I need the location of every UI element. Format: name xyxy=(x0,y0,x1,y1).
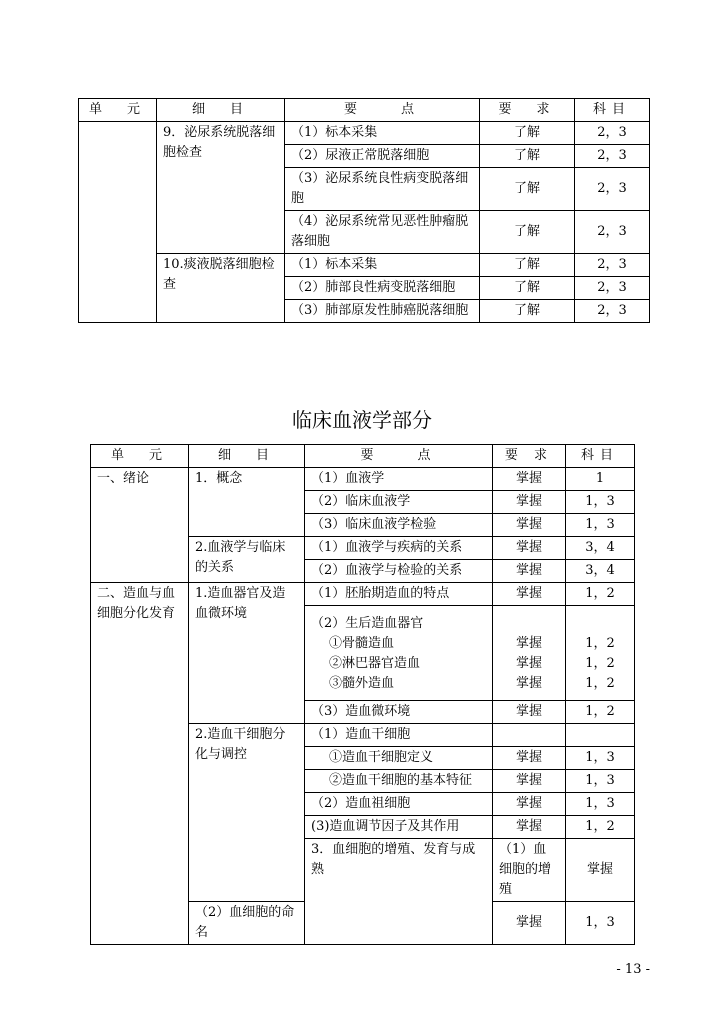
requirement-cell: 掌握 xyxy=(493,537,566,560)
requirement-cell: 掌握 xyxy=(493,747,566,770)
subject-cell: 1，2 xyxy=(566,583,635,606)
item-cell: 2.造血干细胞分化与调控 xyxy=(189,724,305,902)
table-header-row xyxy=(79,99,650,122)
table-row xyxy=(91,468,635,491)
header-subject: 科目 xyxy=(575,99,650,122)
subject-cell: 2，3 xyxy=(575,211,650,254)
requirement-cell: 掌握 xyxy=(493,701,566,724)
organ-sub-point: ②淋巴器官造血 xyxy=(329,656,421,671)
subject-cell: 2，3 xyxy=(575,254,650,277)
unit-cell: 一、绪论 xyxy=(91,468,189,583)
urinary-sputum-table xyxy=(78,98,650,323)
subject-cell: 3，4 xyxy=(566,537,635,560)
point-cell: （1）血细胞的增殖 xyxy=(493,839,566,902)
organ-heading: （2）生后造血器官 xyxy=(311,616,424,631)
header-requirement: 要 求 xyxy=(480,99,575,122)
table-row xyxy=(79,122,650,145)
requirement-cell: 了解 xyxy=(480,254,575,277)
point-cell: （1）血液学 xyxy=(305,468,493,491)
requirement-cell: 了解 xyxy=(480,300,575,323)
requirement-cell: 掌握 xyxy=(493,560,566,583)
subject-cell: 2，3 xyxy=(575,277,650,300)
header-subject: 科目 xyxy=(566,445,635,468)
header-item: 细 目 xyxy=(157,99,285,122)
point-cell: （4）泌尿系统常见恶性肿瘤脱落细胞 xyxy=(285,211,480,254)
header-requirement: 要 求 xyxy=(493,445,566,468)
point-cell: （3）造血微环境 xyxy=(305,701,493,724)
header-unit: 单 元 xyxy=(91,445,189,468)
subject-cell: 1，3 xyxy=(566,793,635,816)
point-cell: ②造血干细胞的基本特征 xyxy=(305,770,493,793)
subject-cell: 1，3 xyxy=(566,491,635,514)
point-cell: （1）标本采集 xyxy=(285,254,480,277)
item-cell: 9．泌尿系统脱落细胞检查 xyxy=(157,122,285,254)
requirement-cell: 掌握 xyxy=(493,468,566,491)
header-unit: 单 元 xyxy=(79,99,157,122)
point-cell: （1）造血干细胞 xyxy=(305,724,493,747)
requirement-cell: 了解 xyxy=(480,277,575,300)
header-point: 要 点 xyxy=(285,99,480,122)
subject-cell: 1，3 xyxy=(566,747,635,770)
hematology-table xyxy=(90,444,635,945)
requirement-cell: 了解 xyxy=(480,145,575,168)
subject-cell: 1，3 xyxy=(566,514,635,537)
requirement-cell: 掌握 掌握 掌握 xyxy=(493,606,566,701)
subject-cell: 2，3 xyxy=(575,168,650,211)
requirement-cell: 掌握 xyxy=(566,839,635,902)
requirement-cell: 了解 xyxy=(480,122,575,145)
subject-cell: 1，3 xyxy=(566,902,635,945)
subject-cell: 3，4 xyxy=(566,560,635,583)
header-item: 细 目 xyxy=(189,445,305,468)
item-cell: 2.血液学与临床的关系 xyxy=(189,537,305,583)
point-cell: （2）造血祖细胞 xyxy=(305,793,493,816)
table-header-row xyxy=(91,445,635,468)
subject-cell: 1，2 xyxy=(566,816,635,839)
point-cell: （2）尿液正常脱落细胞 xyxy=(285,145,480,168)
point-cell: （1）标本采集 xyxy=(285,122,480,145)
organ-sub-point: ①骨髓造血 xyxy=(329,636,395,651)
subject-cell: 2，3 xyxy=(575,300,650,323)
point-cell: （1）胚胎期造血的特点 xyxy=(305,583,493,606)
requirement-cell: 掌握 xyxy=(493,583,566,606)
unit-cell: 二、造血与血细胞分化发育 xyxy=(91,583,189,945)
requirement-cell: 掌握 xyxy=(493,770,566,793)
requirement-cell: 掌握 xyxy=(493,816,566,839)
point-cell: （3）泌尿系统良性病变脱落细胞 xyxy=(285,168,480,211)
subject-cell xyxy=(566,724,635,747)
requirement-cell: 了解 xyxy=(480,168,575,211)
item-cell: 1.造血器官及造血微环境 xyxy=(189,583,305,724)
unit-cell-empty xyxy=(79,122,157,323)
requirement-cell xyxy=(493,724,566,747)
point-cell: （2）血细胞的命名 xyxy=(189,902,305,945)
point-cell: （2）临床血液学 xyxy=(305,491,493,514)
subject-cell: 1，3 xyxy=(566,770,635,793)
requirement-cell: 掌握 xyxy=(493,793,566,816)
requirement-cell: 掌握 xyxy=(493,902,566,945)
point-cell: ①造血干细胞定义 xyxy=(305,747,493,770)
item-cell: 10.痰液脱落细胞检查 xyxy=(157,254,285,323)
point-cell: （1）血液学与疾病的关系 xyxy=(305,537,493,560)
subject-cell: 2，3 xyxy=(575,122,650,145)
table-row xyxy=(79,254,650,277)
subject-cell: 1，2 xyxy=(566,701,635,724)
point-cell: （3）临床血液学检验 xyxy=(305,514,493,537)
point-cell xyxy=(305,606,493,701)
requirement-cell: 掌握 xyxy=(493,491,566,514)
page-number: - 13 - xyxy=(616,962,650,977)
point-cell: （3）肺部原发性肺癌脱落细胞 xyxy=(285,300,480,323)
point-cell: （2）血液学与检验的关系 xyxy=(305,560,493,583)
section-title: 临床血液学部分 xyxy=(292,408,432,432)
table-row xyxy=(91,583,635,606)
subject-cell: 1 xyxy=(566,468,635,491)
subject-cell: 1，2 1，2 1，2 xyxy=(566,606,635,701)
header-point: 要 点 xyxy=(305,445,493,468)
requirement-cell: 了解 xyxy=(480,211,575,254)
requirement-cell: 掌握 xyxy=(493,514,566,537)
item-cell: 1．概念 xyxy=(189,468,305,537)
organ-sub-point: ③髓外造血 xyxy=(329,676,395,691)
point-cell: （2）肺部良性病变脱落细胞 xyxy=(285,277,480,300)
item-cell: 3．血细胞的增殖、发育与成熟 xyxy=(305,839,493,945)
subject-cell: 2，3 xyxy=(575,145,650,168)
point-cell: (3)造血调节因子及其作用 xyxy=(305,816,493,839)
